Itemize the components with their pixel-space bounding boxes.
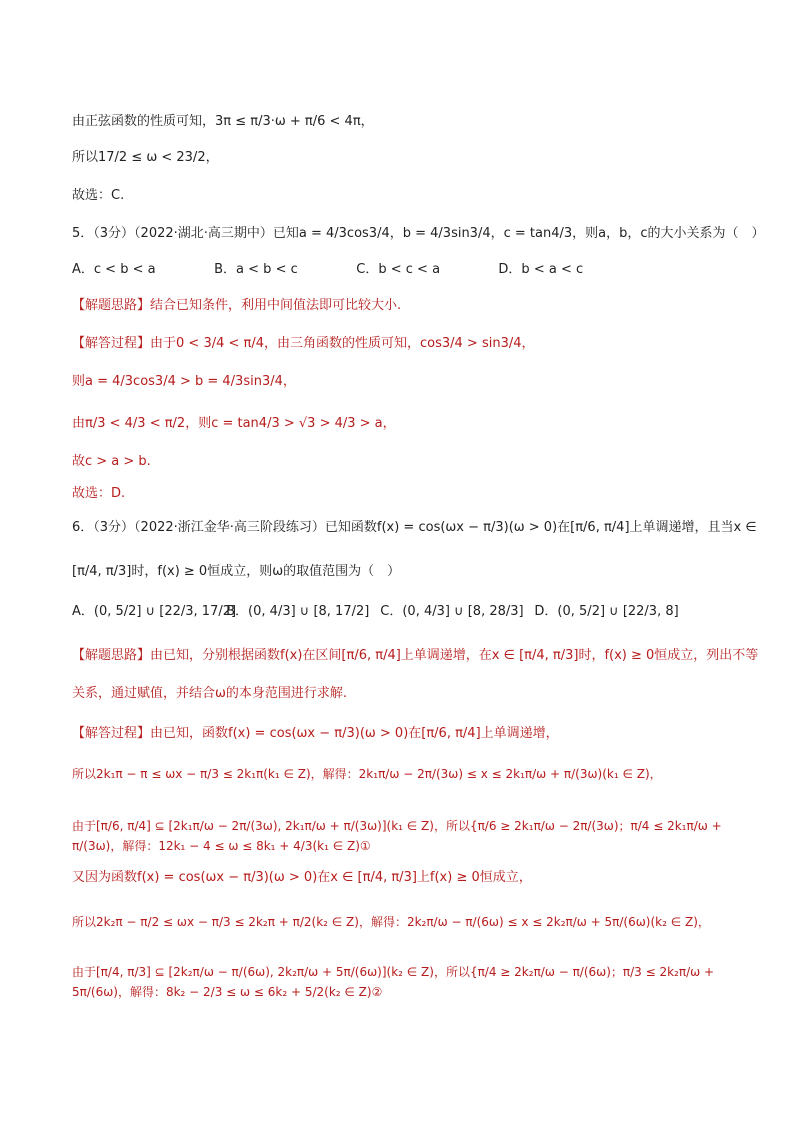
- idea-tag: 【解题思路】: [72, 648, 151, 663]
- idea-tag: 【解题思路】: [72, 298, 151, 313]
- solution-line: 又因为函数f(x) = cos(ωx − π/3)(ω > 0)在x ∈ [π/4, π/3]上f(x) ≥ 0恒成立，: [72, 870, 532, 885]
- solution-line: 所以2k₁π − π ≤ ωx − π/3 ≤ 2k₁π(k₁ ∈ Z)，解得：2k₁π/ω − 2π/(3ω) ≤ x ≤ 2k₁π/ω + π/(3ω)(k₁ ∈ Z)，: [72, 767, 662, 781]
- question-6-stem: 6．（3分）（2022·浙江金华·高三阶段练习）已知函数f(x) = cos(ωx − π/3)(ω > 0)在[π/6, π/4]上单调递增，且当x ∈: [72, 520, 757, 535]
- question-6-stem-cont: [π/4, π/3]时，f(x) ≥ 0恒成立，则ω的取值范围为（ ）: [72, 564, 401, 579]
- question-5-options: [72, 260, 754, 280]
- solution-line: 由于[π/4, π/3] ⊆ [2k₂π/ω − π/(6ω), 2k₂π/ω + 5π/(6ω)](k₂ ∈ Z)，所以{π/4 ≥ 2k₂π/ω − π/(6ω)；π/3 ≤ 2k₂π/ω + 5π/(6ω)，解得：8k₂ − 2/3 ≤ ω ≤ 6k₂ + 5/2(k₂ ∈ Z)②: [72, 965, 715, 999]
- solution-line: 则a = 4/3cos3/4 > b = 4/3sin3/4，: [72, 374, 296, 389]
- option-d: D．(0, 5/2] ∪ [22/3, 8]: [534, 604, 679, 619]
- q5-idea-line: [72, 296, 754, 316]
- process-tag: 【解答过程】: [72, 726, 151, 741]
- idea-text: 由已知，分别根据函数f(x)在区间[π/6, π/4]上单调递增，在x ∈ [π/4, π/3]时，f(x) ≥ 0恒成立，列出不等: [150, 648, 759, 663]
- solution-line: 故选：D.: [72, 486, 126, 501]
- option-d: D．b < a < c: [498, 262, 584, 277]
- text-line: 所以17/2 ≤ ω < 23/2，: [72, 150, 219, 165]
- solution-line: 由于[π/6, π/4] ⊆ [2k₁π/ω − 2π/(3ω), 2k₁π/ω + π/(3ω)](k₁ ∈ Z)，所以{π/6 ≥ 2k₁π/ω − 2π/(3ω)；π/4 ≤ 2k₁π/ω + π/(3ω)，解得：12k₁ − 4 ≤ ω ≤ 8k₁ + 4/3(k₁ ∈ Z)①: [72, 819, 722, 853]
- solution-line: 故c > a > b.: [72, 454, 151, 469]
- question-5-stem: 5．（3分）（2022·湖北·高三期中）已知a = 4/3cos3/4，b = 4/3sin3/4，c = tan4/3，则a，b，c的大小关系为（ ）: [72, 226, 765, 241]
- text-line: 故选：C.: [72, 188, 125, 203]
- process-text: 由已知，函数f(x) = cos(ωx − π/3)(ω > 0)在[π/6, π/4]上单调递增，: [150, 726, 559, 741]
- option-a: A．c < b < a: [72, 262, 156, 277]
- solution-line: 所以2k₂π − π/2 ≤ ωx − π/3 ≤ 2k₂π + π/2(k₂ ∈ Z)，解得：2k₂π/ω − π/(6ω) ≤ x ≤ 2k₂π/ω + 5π/(6ω)(k₂ ∈ Z)，: [72, 915, 710, 929]
- idea-text: 结合已知条件，利用中间值法即可比较大小.: [150, 298, 402, 313]
- option-c: C．(0, 4/3] ∪ [8, 28/3]: [380, 604, 524, 619]
- q5-process-line: [72, 334, 754, 354]
- solution-line: 由π/3 < 4/3 < π/2，则c = tan4/3 > √3 > 4/3 > a，: [72, 416, 396, 431]
- option-a: A．(0, 5/2] ∪ [22/3, 17/2]: [72, 604, 237, 619]
- q6-process-line: [72, 724, 754, 744]
- option-b: B．(0, 4/3] ∪ [8, 17/2]: [226, 604, 370, 619]
- idea-text-cont: 关系，通过赋值，并结合ω的本身范围进行求解.: [72, 686, 348, 701]
- text-line: 由正弦函数的性质可知，3π ≤ π/3·ω + π/6 < 4π，: [72, 114, 374, 129]
- option-c: C．b < c < a: [356, 262, 441, 277]
- question-6-options: [72, 602, 754, 622]
- option-b: B．a < b < c: [214, 262, 298, 277]
- q6-idea-line: [72, 646, 759, 666]
- process-tag: 【解答过程】: [72, 336, 151, 351]
- process-text: 由于0 < 3/4 < π/4，由三角函数的性质可知，cos3/4 > sin3/4，: [150, 336, 535, 351]
